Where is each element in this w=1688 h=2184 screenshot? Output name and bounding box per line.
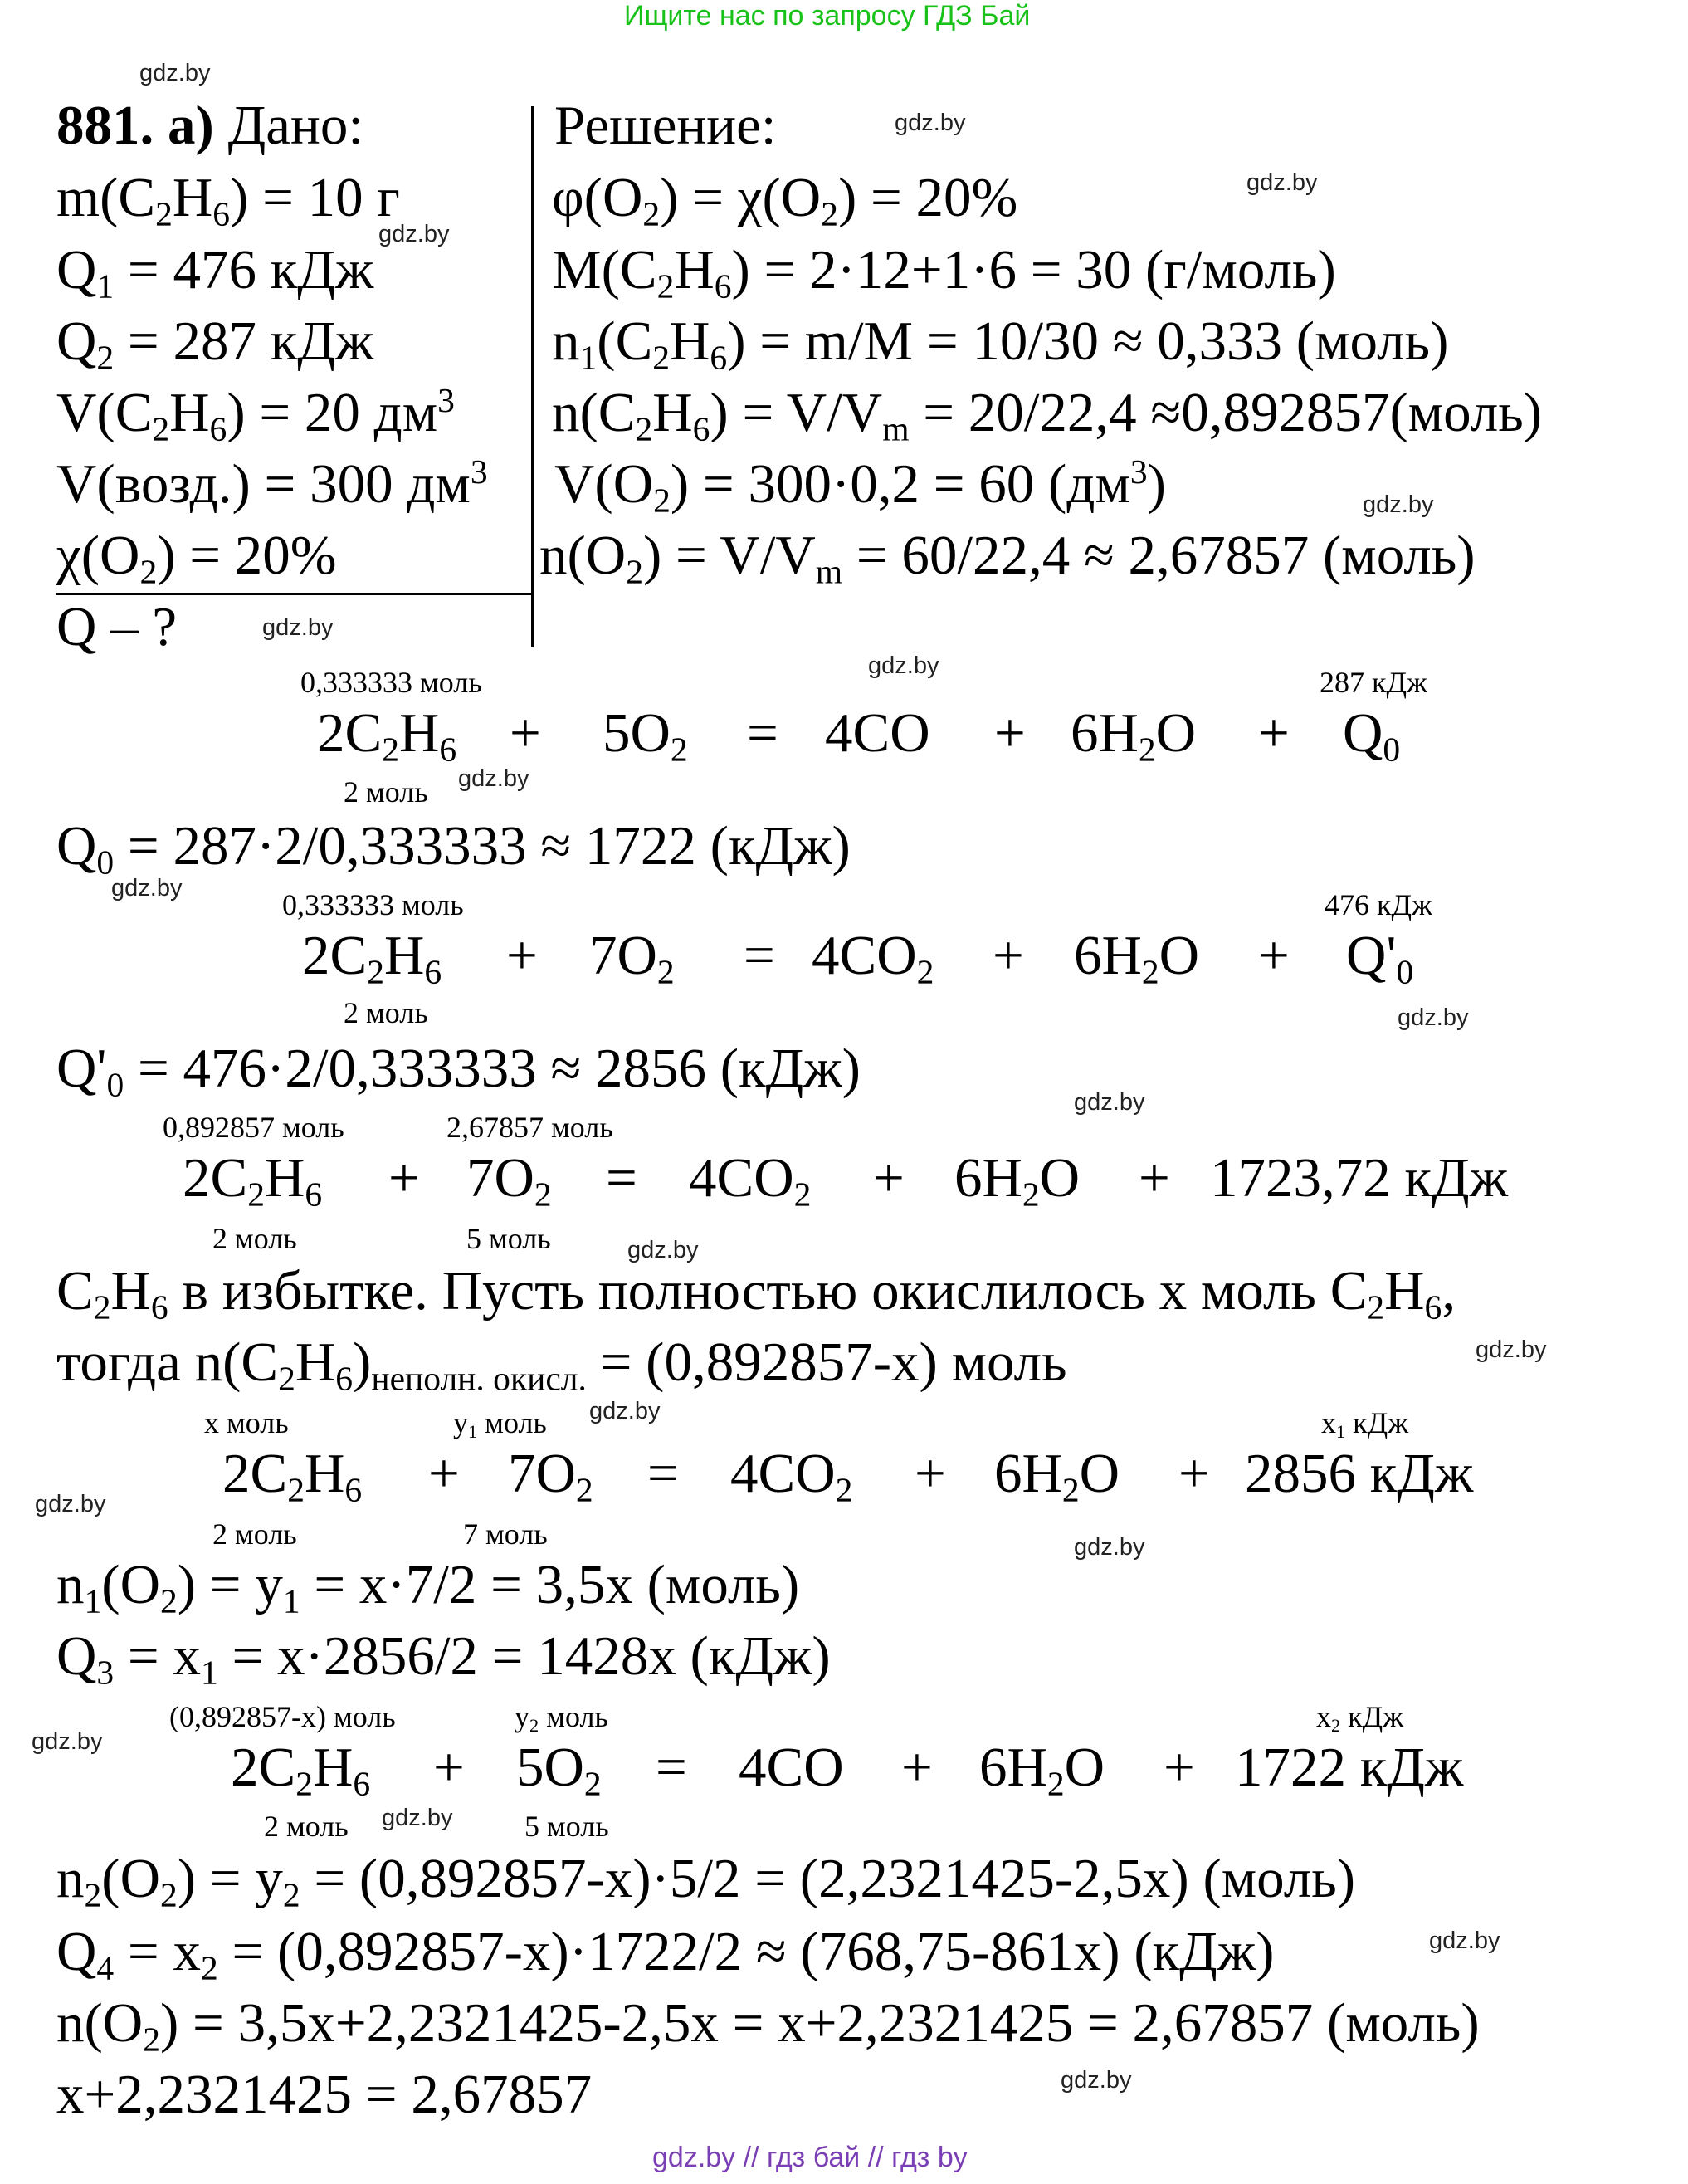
reaction-term: $7O_2$ xyxy=(589,925,675,991)
solution-step: $n(O_2) = V/V_m = 60/22,4 \approx 2,67857$ (моль) xyxy=(539,525,1476,591)
calculation-line: $Q_3 = x_1 = x\cdot 2856/2 = 1428x$ (кДж) xyxy=(56,1625,831,1692)
given-item: $Q_2 = 287$ кДж xyxy=(56,310,374,377)
calculation-line: x+2,2321425 = 2,67857 xyxy=(56,2064,593,2125)
watermark: gdz.by xyxy=(1429,1927,1500,1954)
reaction-term: $2C_2H_6$ xyxy=(302,925,442,991)
plus-sign: + xyxy=(433,1737,465,1798)
watermark: gdz.by xyxy=(868,652,939,679)
reaction-annotation-above: 2,67857 моль xyxy=(446,1111,613,1144)
reaction-annotation-below: 2 моль xyxy=(212,1222,297,1255)
plus-sign: + xyxy=(1178,1443,1210,1504)
reaction-annotation-below: 2 моль xyxy=(344,996,428,1029)
watermark: gdz.by xyxy=(1074,1089,1145,1116)
site-footer: gdz.by // гдз бай // гдз by xyxy=(652,2142,968,2173)
plus-sign: + xyxy=(915,1443,946,1504)
watermark: gdz.by xyxy=(1246,169,1318,196)
equals-sign: = xyxy=(656,1737,687,1798)
watermark: gdz.by xyxy=(382,1805,453,1831)
calculation-line: $n_1(O_2) = y_1 = x\cdot 7/2 = 3,5x$ (моль) xyxy=(56,1554,800,1620)
reaction-term: $Q'_0$ xyxy=(1346,925,1414,991)
reaction-annotation-below: 2 моль xyxy=(264,1810,349,1843)
watermark: gdz.by xyxy=(378,221,450,247)
watermark: gdz.by xyxy=(262,614,334,641)
reaction-term: $2C_2H_6$ xyxy=(183,1147,323,1214)
reaction-term: $7O_2$ xyxy=(466,1147,552,1214)
equals-sign: = xyxy=(606,1147,637,1209)
reaction-term: $5O_2$ xyxy=(516,1737,602,1803)
calculation-line: $n_2(O_2) = y_2 = (0,892857-x)\cdot 5/2 = (2,2321425-2,5x)$ (моль) xyxy=(56,1848,1356,1914)
reaction-term: $Q_0$ xyxy=(1343,702,1401,769)
solution-step: $n(C_2H_6) = V/V_m = 20/22,4$ ≈0,892857(моль) xyxy=(552,382,1543,448)
given-divider-horizontal xyxy=(56,593,532,595)
calculation-line: $Q_0 = 287\cdot 2/0,333333 \approx 1722$ (кДж) xyxy=(56,815,851,882)
watermark: gdz.by xyxy=(589,1398,661,1424)
plus-sign: + xyxy=(901,1737,933,1798)
calculation-line: $Q_4 = x_2 = (0,892857-x)\cdot 1722/2 \approx (768,75-861x)$ (кДж) xyxy=(56,1921,1275,1987)
plus-sign: + xyxy=(1139,1147,1170,1209)
problem-header xyxy=(56,95,363,156)
solution-step: $M(C_2H_6) = 2\cdot 12+1\cdot 6 = 30$ (г/моль) xyxy=(552,239,1336,305)
reaction-annotation-below: 2 моль xyxy=(344,775,428,809)
reaction-term: $2C_2H_6$ xyxy=(231,1737,371,1803)
given-item: $V(C_2H_6) = 20$ $дм^3$ xyxy=(56,381,455,448)
plus-sign: + xyxy=(506,925,538,986)
watermark: gdz.by xyxy=(895,110,966,136)
reaction-annotation-above: $y_2$ моль xyxy=(515,1700,608,1737)
watermark: gdz.by xyxy=(1061,2067,1132,2094)
watermark: gdz.by xyxy=(1476,1336,1547,1363)
reaction-term: $6H_2O$ xyxy=(954,1147,1081,1214)
reaction-term: $4CO_2$ xyxy=(812,925,934,991)
plus-sign: + xyxy=(510,702,541,764)
reaction-annotation-below: 5 моль xyxy=(524,1810,609,1843)
reaction-annotation-below: 5 моль xyxy=(466,1222,551,1255)
reaction-annotation-below: 2 моль xyxy=(212,1517,297,1551)
reaction-term: $5O_2$ xyxy=(603,702,688,769)
watermark: gdz.by xyxy=(111,875,183,901)
watermark: gdz.by xyxy=(458,765,529,792)
equals-sign: = xyxy=(747,702,778,764)
plus-sign: + xyxy=(993,925,1024,986)
reaction-annotation-above: 0,892857 моль xyxy=(163,1111,344,1144)
reaction-term: 1723,72 кДж xyxy=(1210,1147,1509,1209)
reaction-term: $6H_2O$ xyxy=(1074,925,1200,991)
reaction-term: 2856 кДж xyxy=(1245,1443,1474,1504)
reaction-annotation-above: 476 кДж xyxy=(1325,888,1432,921)
reaction-term: $7O_2$ xyxy=(508,1443,593,1509)
reaction-term: $4CO_2$ xyxy=(730,1443,853,1509)
reaction-term: 4CO xyxy=(739,1737,844,1798)
site-banner: Ищите нас по запросу ГДЗ Бай xyxy=(624,0,1031,32)
reaction-annotation-above: 0,333333 моль xyxy=(282,888,464,921)
reaction-term: 1722 кДж xyxy=(1235,1737,1464,1798)
reaction-term: $6H_2O$ xyxy=(994,1443,1120,1509)
given-item: $m(C_2H_6) = 10$ г xyxy=(56,167,400,233)
plus-sign: + xyxy=(1258,702,1290,764)
equals-sign: = xyxy=(647,1443,679,1504)
reaction-term: $6H_2O$ xyxy=(1071,702,1197,769)
calculation-line: $Q'_0 = 476\cdot 2/0,333333 \approx 2856$ (кДж) xyxy=(56,1038,861,1104)
plus-sign: + xyxy=(1258,925,1290,986)
watermark: gdz.by xyxy=(1398,1004,1469,1031)
reaction-term: $2C_2H_6$ xyxy=(317,702,457,769)
solution-label: Решение: xyxy=(554,95,777,156)
watermark: gdz.by xyxy=(1074,1534,1145,1561)
reaction-annotation-above: $x_1$ кДж xyxy=(1321,1406,1409,1443)
solution-step: $\varphi(O_2) = \chi(O_2) = 20\%$ xyxy=(552,167,1018,233)
plus-sign: + xyxy=(388,1147,420,1209)
calculation-line: тогда $n(C_2H_6)_{неполн. окисл.} = (0,892857-x)$ моль xyxy=(56,1331,1067,1398)
given-item: V(возд.) = 300 $дм^3$ xyxy=(56,452,488,515)
solution-step: $V(O_2) = 300\cdot 0,2 = 60$ $(дм^3)$ xyxy=(554,452,1166,520)
given-divider-vertical xyxy=(531,106,534,647)
given-label: Дано: xyxy=(227,95,363,156)
equals-sign: = xyxy=(744,925,775,986)
plus-sign: + xyxy=(873,1147,905,1209)
reaction-annotation-above: (0,892857-x) моль xyxy=(169,1700,396,1733)
given-item: $\chi(O_2) = 20\%$ xyxy=(56,525,337,591)
reaction-annotation-above: 287 кДж xyxy=(1320,666,1427,699)
plus-sign: + xyxy=(428,1443,460,1504)
problem-number: 881. а) xyxy=(56,95,214,156)
reaction-annotation-above: x моль xyxy=(204,1406,289,1439)
solution-step: $n_1(C_2H_6) = m/M = 10/30 \approx 0,333$ (моль) xyxy=(552,310,1449,377)
watermark: gdz.by xyxy=(627,1237,699,1263)
watermark: gdz.by xyxy=(35,1491,106,1517)
plus-sign: + xyxy=(994,702,1026,764)
reaction-annotation-above: 0,333333 моль xyxy=(300,666,482,699)
reaction-annotation-below: 7 моль xyxy=(463,1517,548,1551)
reaction-annotation-above: $y_1$ моль xyxy=(453,1406,547,1443)
watermark: gdz.by xyxy=(32,1728,103,1755)
reaction-term: $4CO_2$ xyxy=(689,1147,812,1214)
reaction-term: 4CO xyxy=(825,702,930,764)
calculation-line: $n(O_2) = 3,5x+2,2321425-2,5x = x+2,2321425 = 2,67857$ (моль) xyxy=(56,1992,1480,2059)
find-line: Q – ? xyxy=(56,596,178,657)
reaction-term: $2C_2H_6$ xyxy=(222,1443,363,1509)
calculation-line: $C_2H_6$ в избытке. Пусть полностью окислилось x моль $C_2H_6$, xyxy=(56,1260,1456,1327)
reaction-term: $6H_2O$ xyxy=(979,1737,1105,1803)
given-item: $Q_1 = 476$ кДж xyxy=(56,239,374,305)
watermark: gdz.by xyxy=(1363,491,1434,518)
plus-sign: + xyxy=(1164,1737,1195,1798)
watermark: gdz.by xyxy=(139,60,211,86)
reaction-annotation-above: $x_2$ кДж xyxy=(1316,1700,1404,1737)
